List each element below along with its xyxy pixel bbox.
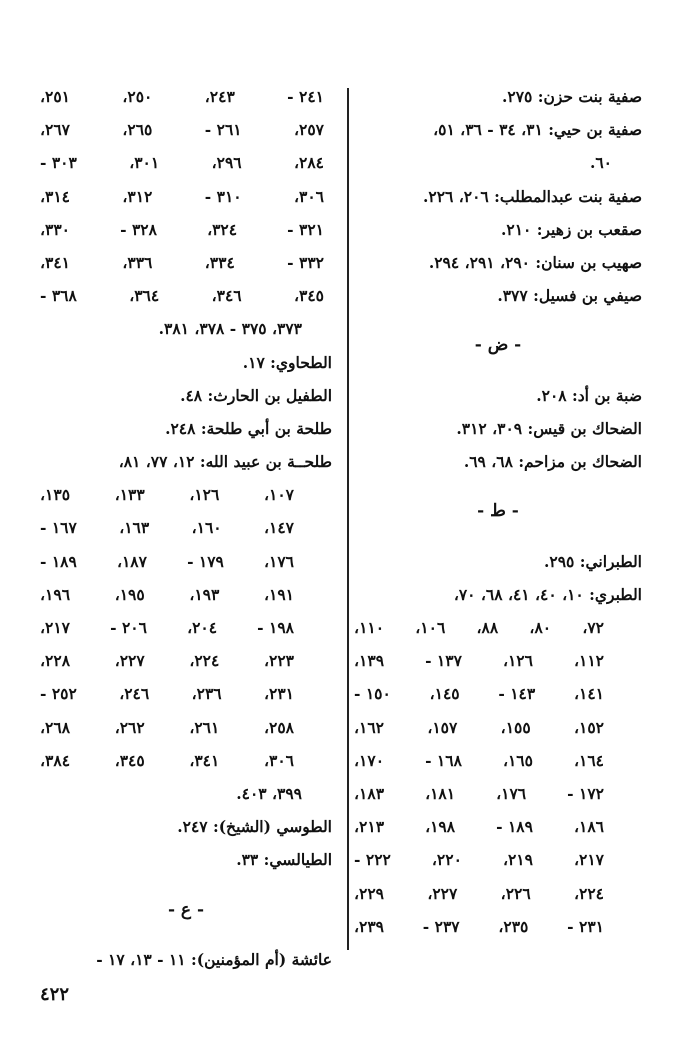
page-number-row: [354, 611, 612, 644]
page-ref: ٣٣٤،: [204, 252, 235, 272]
page-ref: ١٦٣،: [119, 518, 150, 538]
page-number-row: [354, 644, 612, 677]
page-ref: ١٩٦،: [40, 584, 71, 604]
page-number-row: [40, 578, 302, 611]
page-ref: ٣٣٠،: [40, 219, 71, 239]
page-number-row: [40, 146, 332, 179]
page-ref: ٢٣١،: [264, 684, 294, 704]
index-entry: طلحــة بن عبيد الله: ١٢، ٧٧، ٨١،: [118, 452, 332, 472]
index-entry: صهيب بن سنان: ٢٩٠، ٢٩١، ٢٩٤.: [428, 252, 642, 272]
page-ref: ١٦٥،: [502, 750, 533, 770]
page-ref: ٨٠،: [529, 618, 552, 638]
page-number-row: [354, 810, 612, 843]
index-entry: الطحاوي: ١٧.: [242, 352, 332, 372]
page-ref: ٢٥٠،: [122, 87, 153, 106]
page-ref: ٢١٧،: [40, 618, 71, 637]
page-ref: ١٨٣،: [354, 783, 385, 803]
page-ref: ١٧٢ -: [567, 783, 604, 803]
page-ref: ١٦٨ -: [425, 750, 462, 770]
page-ref: ٢٢٣،: [264, 651, 294, 671]
page-number-row: [40, 246, 332, 279]
page-ref: ٢٢٤،: [189, 651, 220, 671]
page-ref: ٢٢٤،: [574, 883, 604, 903]
page-ref: ٢٢٢ -: [354, 850, 391, 870]
page-ref: ١٥٥،: [500, 717, 531, 737]
page-ref: ١٦٤،: [574, 750, 604, 770]
index-entry: صفية بنت حزن: ٢٧٥.: [501, 87, 642, 106]
page-ref: ٢١٧،: [574, 850, 604, 870]
page-ref: ٢٥١،: [40, 87, 70, 106]
page-ref: ١٥٧،: [427, 717, 458, 737]
index-entry-continuation: ٣٧٣، ٣٧٥ - ٣٧٨، ٣٨١.: [158, 319, 302, 339]
index-entry: طلحة بن أبي طلحة: ٢٤٨.: [165, 418, 332, 438]
page-ref: ٢١٩،: [502, 850, 533, 870]
page-ref: ٣٢١ -: [287, 219, 324, 239]
page-ref: ٢٥٨،: [264, 717, 294, 737]
right-column: [354, 80, 642, 943]
page-ref: ٢٥٢ -: [40, 684, 77, 704]
page-ref: ١٩٨ -: [257, 618, 294, 637]
page-ref: ٧٢،: [582, 618, 604, 638]
page-ref: ٢٢٦،: [500, 883, 531, 903]
index-entry-continuation: ٣٩٩، ٤٠٣.: [236, 783, 302, 803]
page-ref: ١٤١،: [574, 684, 604, 704]
column-divider: [347, 88, 349, 950]
section-heading-ain: - ع -: [167, 899, 205, 920]
page-ref: ٢٢٧،: [114, 651, 145, 671]
index-entry: الطبراني: ٢٩٥.: [543, 551, 642, 571]
index-entry: الطوسي (الشيخ): ٢٤٧.: [177, 817, 332, 837]
page-number-row: [40, 644, 302, 677]
page-ref: ٣٤١،: [189, 750, 220, 770]
page-ref: ٢٢٩،: [354, 883, 385, 903]
page-ref: ١١٠،: [354, 618, 385, 638]
index-entry: عائشة (أم المؤمنين): ١١ - ١٣، ١٧ -: [96, 949, 332, 969]
page-ref: ١٣٥،: [40, 485, 71, 505]
page-number: ٤٢٢: [40, 984, 70, 1005]
index-entry: الطيالسي: ٣٣.: [236, 850, 332, 870]
page-ref: ٢٦٥،: [122, 120, 153, 140]
page-ref: ١١٢،: [574, 651, 604, 671]
page-ref: ٣٨٤،: [40, 750, 71, 770]
page-ref: ٢١٣،: [354, 817, 385, 837]
page-ref: ٣١٠ -: [204, 186, 242, 206]
index-entry: الطفيل بن الحارث: ٤٨.: [180, 385, 332, 405]
page-ref: ٢٣٦،: [191, 684, 222, 704]
page-number-row: [354, 677, 612, 710]
page-ref: ١٧٩ -: [187, 551, 224, 571]
left-column: [40, 80, 332, 976]
page-ref: ٣١٤،: [40, 186, 70, 206]
page-number-row: [354, 744, 612, 777]
index-entry: صفية بن حيي: ٣١، ٣٤ - ٣٦، ٥١،: [433, 120, 642, 140]
page-ref: ١٩١،: [264, 584, 294, 604]
page-ref: ١٩٥،: [114, 584, 145, 604]
page-number-row: [40, 611, 302, 644]
page-ref: ٣٦٨ -: [40, 286, 77, 306]
tabari-page-list: [354, 611, 642, 943]
page-ref: ٢٣٩،: [354, 916, 384, 936]
page-number-row: [354, 843, 612, 876]
page-number-row: [40, 744, 302, 777]
page-number-row: [40, 113, 332, 146]
section-heading-ta: - ط -: [477, 501, 519, 522]
page-number-row: [354, 877, 612, 910]
page-ref: ١٣٣،: [114, 485, 145, 505]
page-ref: ٢٦١ -: [204, 120, 242, 140]
page-ref: ٢٣٥،: [498, 916, 529, 936]
page-ref: ٣٦٤،: [129, 286, 160, 306]
page-ref: ٣٠٦،: [264, 750, 294, 770]
page-number-row: [40, 279, 332, 312]
page-ref: ١٨٧،: [116, 551, 147, 571]
page-ref: ١٤٥،: [429, 684, 460, 704]
page-ref: ١٢٦،: [502, 651, 533, 671]
page-ref: ٢٠٤،: [187, 618, 218, 637]
page-ref: ٣٤٥،: [294, 286, 324, 306]
page-ref: ٣٤٥،: [114, 750, 145, 770]
page-ref: ٢٥٧،: [294, 120, 324, 140]
page-ref: ٣٠٣ -: [40, 153, 77, 173]
page-ref: ٢٨٤،: [294, 153, 324, 173]
page-ref: ٢٦٢،: [114, 717, 145, 737]
page-number-row: [40, 180, 332, 213]
index-entry-continuation: ٦٠.: [589, 153, 612, 173]
index-entry: صيفي بن فسيل: ٣٧٧.: [497, 286, 642, 306]
page-ref: ٣٢٨ -: [120, 219, 157, 239]
page-ref: ٢٦٧،: [40, 120, 70, 140]
index-entry: صفية بنت عبدالمطلب: ٢٠٦، ٢٢٦.: [422, 186, 642, 206]
page-ref: ٣٤١،: [40, 252, 70, 272]
page-ref: ٢٠٦ -: [110, 618, 147, 637]
page-ref: ٣٠١،: [129, 153, 160, 173]
page-ref: ١٣٧ -: [425, 651, 462, 671]
page-ref: ١٣٩،: [354, 651, 385, 671]
page-number-row: [40, 711, 302, 744]
page-ref: ٢٤٣،: [204, 87, 235, 106]
page-ref: ١٩٣،: [189, 584, 220, 604]
page-ref: ١٨٩ -: [496, 817, 533, 837]
page-ref: ٢٢٨،: [40, 651, 71, 671]
page-ref: ٣٤٦،: [211, 286, 242, 306]
page-ref: ٢٢٧،: [427, 883, 458, 903]
page-ref: ١٦٠،: [191, 518, 222, 538]
page-ref: ١٨١،: [425, 783, 456, 803]
page-number-row: [40, 80, 332, 113]
page-ref: ١٧٦،: [496, 783, 527, 803]
page-ref: ٢٦١،: [189, 717, 220, 737]
page-number-row: [40, 677, 302, 710]
tabari-page-list-continued: [40, 80, 332, 312]
talha-page-list: [40, 478, 332, 777]
page-number-row: [40, 478, 302, 511]
page-ref: ١٠٧،: [264, 485, 294, 505]
page-ref: ٢٣٧ -: [422, 916, 460, 936]
page-ref: ٢٦٨،: [40, 717, 71, 737]
page-ref: ٣٠٦،: [294, 186, 324, 206]
page-ref: ١٩٨،: [425, 817, 456, 837]
page-ref: ١٨٦،: [574, 817, 604, 837]
page-number-row: [354, 910, 612, 943]
page-ref: ٣١٢،: [122, 186, 153, 206]
page-ref: ١٦٧ -: [40, 518, 77, 538]
page-ref: ٢٣١ -: [567, 916, 604, 936]
index-entry: صقعب بن زهير: ٢١٠.: [500, 219, 642, 239]
page-ref: ١٨٩ -: [40, 551, 77, 571]
page-number-row: [40, 511, 302, 544]
page-ref: ١٢٦،: [189, 485, 220, 505]
page-number-row: [354, 711, 612, 744]
page-ref: ١٧٦،: [264, 551, 294, 571]
section-heading-dad: - ض -: [474, 335, 522, 356]
page-ref: ١٧٠،: [354, 750, 385, 770]
page-ref: ١٥٠ -: [354, 684, 391, 704]
index-entry: ضبة بن أد: ٢٠٨.: [536, 385, 642, 405]
page-ref: ٣٣٢ -: [287, 252, 324, 272]
page-number-row: [354, 777, 612, 810]
page-ref: ٢٩٦،: [211, 153, 242, 173]
page-ref: ١٤٧،: [264, 518, 294, 538]
page-ref: ١٠٦،: [415, 618, 446, 638]
page-ref: ٣٣٦،: [122, 252, 153, 272]
page-ref: ٢٤٦،: [119, 684, 150, 704]
page-ref: ٢٢٠،: [431, 850, 462, 870]
page-number-row: [40, 213, 332, 246]
index-entry: الضحاك بن مزاحم: ٦٨، ٦٩.: [463, 452, 642, 472]
page-ref: ١٤٣ -: [498, 684, 536, 704]
index-entry: الطبري: ١٠، ٤٠، ٤١، ٦٨، ٧٠،: [453, 584, 642, 604]
page-ref: ٢٤١ -: [287, 87, 324, 106]
page-ref: ١٦٢،: [354, 717, 385, 737]
page-ref: ١٥٢،: [574, 717, 604, 737]
page-number-row: [40, 545, 302, 578]
page-ref: ٣٢٤،: [207, 219, 238, 239]
index-entry: الضحاك بن قيس: ٣٠٩، ٣١٢.: [456, 418, 642, 438]
page-ref: ٨٨،: [476, 618, 499, 638]
